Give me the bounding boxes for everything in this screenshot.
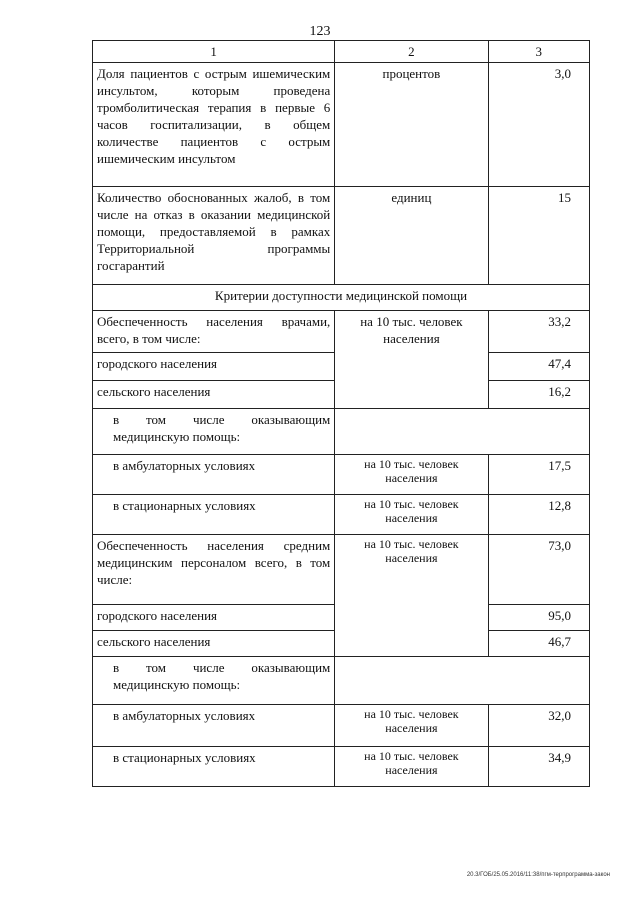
row-unit: на 10 тыс. человек населения — [335, 705, 488, 747]
row-label: Обеспеченность населения средним медицинским персоналом всего, в том числе: — [93, 535, 335, 605]
table-row — [93, 535, 590, 605]
table-row — [93, 187, 590, 285]
row-unit: на 10 тыс. человек населения — [335, 311, 488, 409]
table-row — [93, 705, 590, 747]
section-row — [93, 285, 590, 311]
row-unit: на 10 тыс. человек населения — [335, 455, 488, 495]
row-value: 17,5 — [488, 455, 589, 495]
row-label: Количество обоснованных жалоб, в том числе на отказ в оказании медицинской помощи, предоставляемой в рамках Территориальной программы госгарантий — [93, 187, 335, 285]
row-label: Доля пациентов с острым ишемическим инсультом, которым проведена тромболитическая терапия в первые 6 часов госпитализации, в общем количестве пациентов с острым ишемическим инсультом — [93, 63, 335, 187]
row-empty — [335, 409, 590, 455]
row-unit: на 10 тыс. человек населения — [335, 495, 488, 535]
table-row — [93, 311, 590, 353]
row-value: 3,0 — [488, 63, 589, 187]
row-label: городского населения — [93, 353, 335, 381]
row-value: 33,2 — [488, 311, 589, 353]
row-label: сельского населения — [93, 381, 335, 409]
row-label: городского населения — [93, 605, 335, 631]
row-label: в амбулаторных условиях — [93, 705, 335, 747]
table-header-row — [93, 41, 590, 63]
table-row — [93, 409, 590, 455]
footer-text: 20.3/ГОБ/25.05.2016/11:38/пгм-терпрограмма-закон — [466, 872, 610, 878]
header-col1: 1 — [93, 41, 335, 63]
row-value: 73,0 — [488, 535, 589, 605]
row-unit: на 10 тыс. человек населения — [335, 747, 488, 787]
indicators-table — [92, 40, 590, 787]
header-col2: 2 — [335, 41, 488, 63]
row-empty — [335, 657, 590, 705]
row-unit: единиц — [335, 187, 488, 285]
row-value: 95,0 — [488, 605, 589, 631]
row-value: 46,7 — [488, 631, 589, 657]
table-row — [93, 657, 590, 705]
table-row — [93, 747, 590, 787]
page-number: 123 — [309, 24, 331, 39]
table-row — [93, 455, 590, 495]
row-value: 32,0 — [488, 705, 589, 747]
row-label: в стационарных условиях — [93, 747, 335, 787]
row-label: сельского населения — [93, 631, 335, 657]
section-title: Критерии доступности медицинской помощи — [93, 285, 590, 311]
row-label: в амбулаторных условиях — [93, 455, 335, 495]
row-unit: на 10 тыс. человек населения — [335, 535, 488, 657]
table-row — [93, 63, 590, 187]
row-label: в стационарных условиях — [93, 495, 335, 535]
row-value: 16,2 — [488, 381, 589, 409]
table-row — [93, 495, 590, 535]
row-value: 47,4 — [488, 353, 589, 381]
row-value: 12,8 — [488, 495, 589, 535]
header-col3: 3 — [488, 41, 589, 63]
row-label: в том числе оказывающим медицинскую помощь: — [93, 409, 335, 455]
row-unit: процентов — [335, 63, 488, 187]
row-value: 34,9 — [488, 747, 589, 787]
row-value: 15 — [488, 187, 589, 285]
row-label: в том числе оказывающим медицинскую помощь: — [93, 657, 335, 705]
row-label: Обеспеченность населения врачами, всего, в том числе: — [93, 311, 335, 353]
